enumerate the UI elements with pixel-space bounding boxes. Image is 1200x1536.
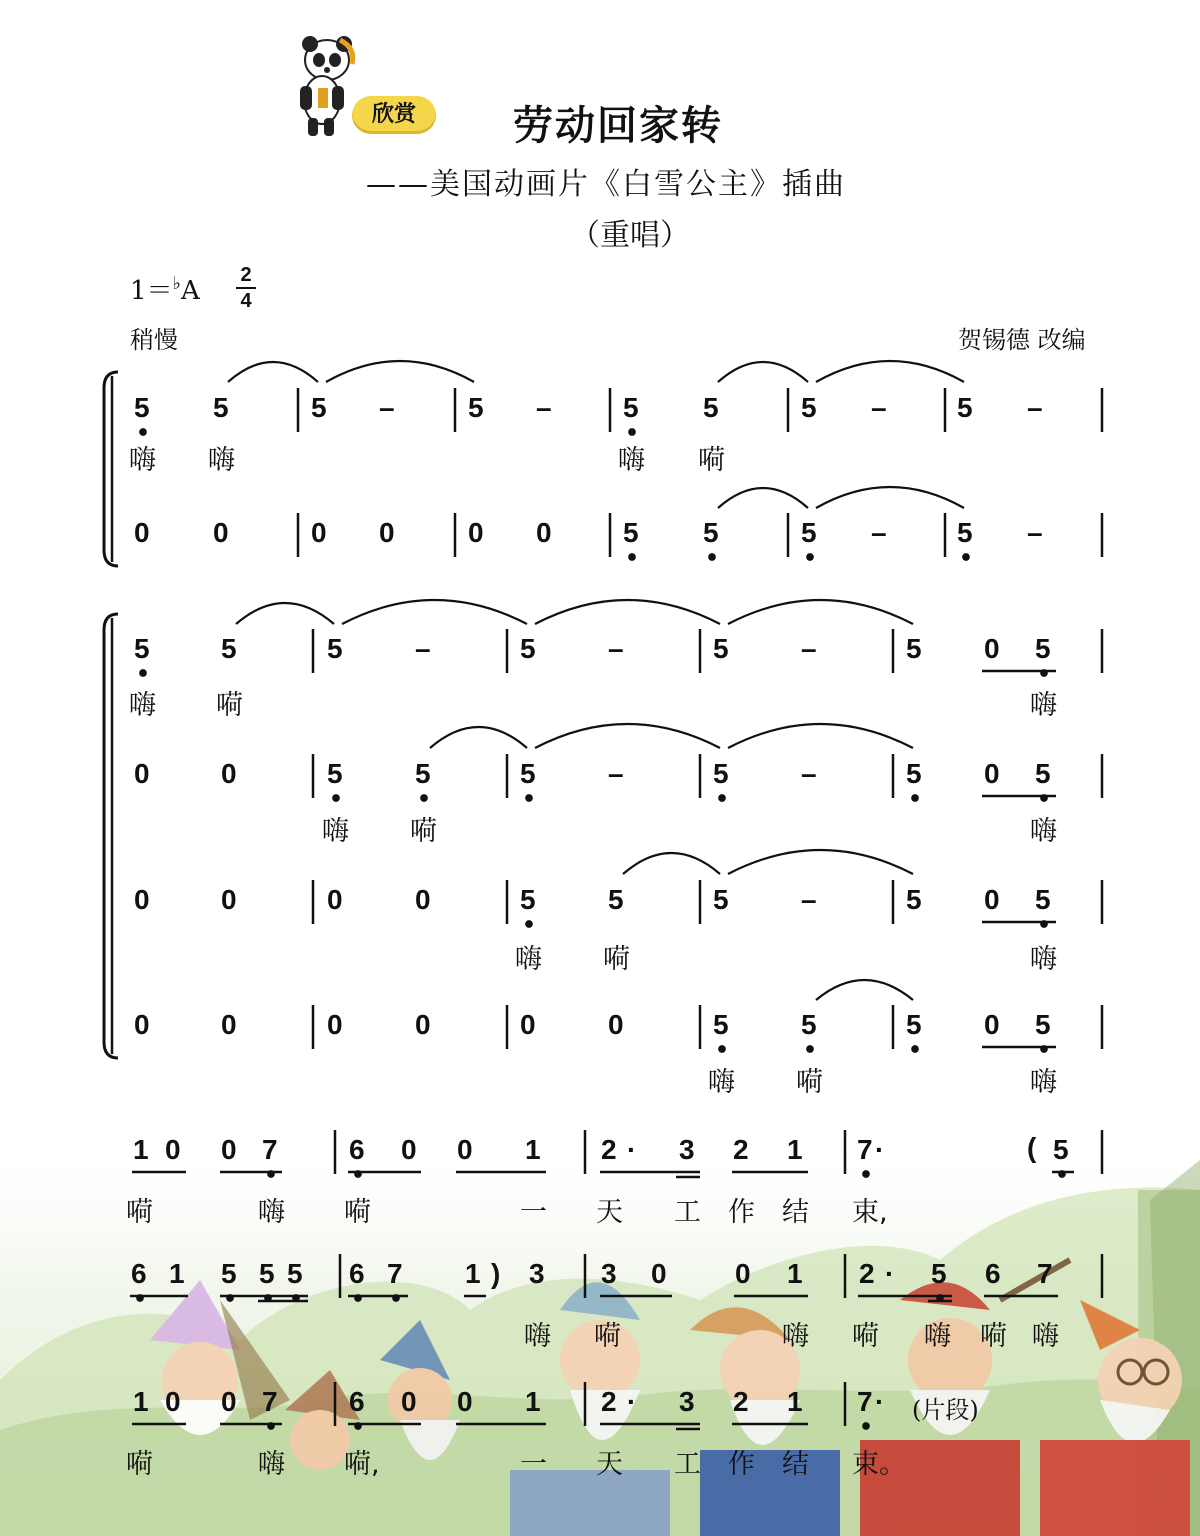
note: 5 [931,1258,947,1289]
note: · [627,1386,637,1417]
page-title: 劳动回家转 [513,103,723,149]
note: – [379,392,395,423]
note: – [801,633,817,664]
note: 5 [1035,758,1051,789]
note: 7 [857,1386,873,1417]
note: 0 [221,1134,237,1165]
note: 0 [165,1134,181,1165]
lyric: 嗬 [698,445,725,476]
note: 2 [733,1134,749,1165]
lyric: 一 [520,1449,547,1480]
note: 3 [679,1386,695,1417]
note: 5 [801,1009,817,1040]
lyric: 嗬 [796,1067,823,1098]
lyric: 嗬 [852,1321,879,1352]
note: 0 [134,517,150,548]
note: 0 [984,1009,1000,1040]
note: 0 [415,884,431,915]
note: 5 [801,517,817,548]
lyric: 嗨 [258,1449,285,1480]
note: 3 [601,1258,617,1289]
flat-sign: ♭ [172,273,182,294]
note: – [415,633,431,664]
note: 5 [623,392,639,423]
lyric: 嗨 [782,1321,809,1352]
note: 5 [906,758,922,789]
note: 0 [651,1258,667,1289]
lyric: 嗨 [524,1321,551,1352]
note: 5 [221,633,237,664]
lyric: 嗨 [1032,1321,1059,1352]
lyric: 嗨 [129,690,156,721]
lyric: 天 [596,1197,623,1228]
note: 5 [327,633,343,664]
note: 1 [465,1258,481,1289]
note: 0 [401,1134,417,1165]
note: 5 [415,758,431,789]
lyric: 嗨 [129,445,156,476]
note: 5 [468,392,484,423]
lyric: 嗬 [594,1321,621,1352]
note: – [1027,517,1043,548]
lyric: 嗨 [1030,944,1057,975]
note: 0 [213,517,229,548]
page-subtitle: ——美国动画片《白雪公主》插曲 [366,167,846,202]
excerpt-note: (片段) [912,1396,979,1424]
lyric: 工 [674,1197,701,1228]
note: 2 [601,1386,617,1417]
lyric: 嗨 [708,1067,735,1098]
lyric: 嗨 [322,816,349,847]
note: 1 [133,1134,149,1165]
note: 1 [133,1386,149,1417]
lyric: 束, [852,1197,888,1228]
note: 0 [134,884,150,915]
time-bottom: 4 [240,290,252,312]
lyric: 嗬 [126,1449,153,1480]
note: 5 [713,758,729,789]
note: 1 [787,1386,803,1417]
note: 0 [221,1009,237,1040]
note: 5 [906,1009,922,1040]
note: 3 [529,1258,545,1289]
note: · [875,1386,885,1417]
lyric: 嗬 [344,1197,371,1228]
note: · [875,1134,885,1165]
note: 5 [713,1009,729,1040]
note: 3 [679,1134,695,1165]
note: 5 [1035,1009,1051,1040]
note: · [627,1134,637,1165]
note: – [801,884,817,915]
lyric: 嗬, [344,1449,380,1480]
note: – [608,633,624,664]
note: 0 [221,758,237,789]
lyric: 一 [520,1197,547,1228]
note: 2 [601,1134,617,1165]
note: 0 [327,1009,343,1040]
lyric: 束。 [852,1449,906,1480]
note: 5 [703,392,719,423]
key-note: A [181,276,200,306]
note: 5 [1035,633,1051,664]
note: 5 [957,392,973,423]
note: 5 [906,633,922,664]
note: 5 [608,884,624,915]
note: 0 [327,884,343,915]
note: 0 [457,1134,473,1165]
section-badge: 欣赏 [352,96,436,134]
note: 5 [311,392,327,423]
note: 0 [468,517,484,548]
lyric: 嗨 [924,1321,951,1352]
note: 0 [457,1386,473,1417]
note: 5 [801,392,817,423]
note: – [801,758,817,789]
note: 5 [713,633,729,664]
lyric: 结 [782,1197,809,1228]
note: · [885,1258,895,1289]
lyric: 嗬 [980,1321,1007,1352]
note: – [608,758,624,789]
lyric: 嗨 [1030,690,1057,721]
note: 7 [857,1134,873,1165]
note: 5 [134,633,150,664]
note: 5 [1053,1134,1069,1165]
page-subtitle-2: （重唱） [570,218,690,253]
lyric: 嗨 [1030,816,1057,847]
time-top: 2 [240,264,252,286]
note: 5 [221,1258,237,1289]
note: 6 [985,1258,1001,1289]
lyric: 嗨 [1030,1067,1057,1098]
note: 5 [213,392,229,423]
lyric: 嗨 [258,1197,285,1228]
note: 0 [401,1386,417,1417]
note: 7 [262,1386,278,1417]
note: 0 [134,758,150,789]
note: 1 [525,1134,541,1165]
note: 0 [735,1258,751,1289]
note: – [871,517,887,548]
note: 5 [520,633,536,664]
note: – [871,392,887,423]
note: 1 [787,1258,803,1289]
lyric: 作 [728,1449,755,1480]
note: 6 [349,1386,365,1417]
note: 5 [327,758,343,789]
note: 0 [984,633,1000,664]
note: 5 [287,1258,303,1289]
tempo-marking: 稍慢 [130,326,178,354]
note: 1 [169,1258,185,1289]
note: – [1027,392,1043,423]
note: 6 [349,1134,365,1165]
lyric: 嗬 [126,1197,153,1228]
lyric: 作 [728,1197,755,1228]
note: 5 [713,884,729,915]
note: 5 [906,884,922,915]
note: ) [491,1258,501,1289]
lyric: 结 [782,1449,809,1480]
note: 0 [221,884,237,915]
lyric: 嗬 [603,944,630,975]
note: 5 [259,1258,275,1289]
note: ( [1027,1132,1037,1163]
lyric: 嗬 [410,816,437,847]
note: 0 [520,1009,536,1040]
note: 0 [415,1009,431,1040]
note: 0 [165,1386,181,1417]
note: 1 [525,1386,541,1417]
note: 1 [787,1134,803,1165]
note: 0 [379,517,395,548]
key-prefix: 1＝ [130,276,173,306]
note: 0 [311,517,327,548]
lyric: 工 [674,1449,701,1480]
note: – [536,392,552,423]
note: 0 [984,758,1000,789]
lyric: 天 [596,1449,623,1480]
note: 5 [623,517,639,548]
note: 0 [608,1009,624,1040]
note: 5 [1035,884,1051,915]
note: 5 [134,392,150,423]
note: 7 [387,1258,403,1289]
lyric: 嗨 [618,445,645,476]
note: 2 [733,1386,749,1417]
note: 6 [349,1258,365,1289]
note: 0 [221,1386,237,1417]
note: 7 [262,1134,278,1165]
note: 7 [1037,1258,1053,1289]
lyric: 嗨 [515,944,542,975]
note: 5 [520,884,536,915]
note: 5 [957,517,973,548]
note: 2 [859,1258,875,1289]
note: 6 [131,1258,147,1289]
arranger-credit: 贺锡德 改编 [958,326,1086,354]
lyric: 嗨 [208,445,235,476]
note: 5 [520,758,536,789]
note: 5 [703,517,719,548]
lyric: 嗬 [216,690,243,721]
note: 0 [984,884,1000,915]
note: 0 [536,517,552,548]
note: 0 [134,1009,150,1040]
